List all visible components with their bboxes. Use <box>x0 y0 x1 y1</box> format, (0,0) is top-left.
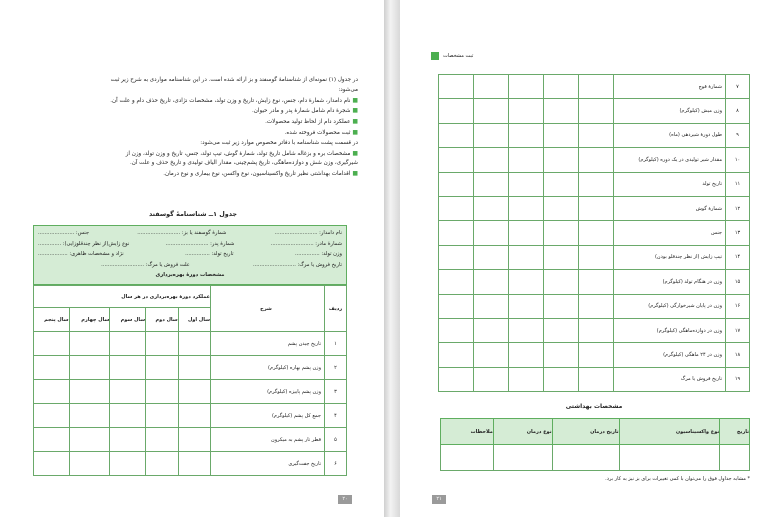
empty-cell <box>146 380 179 404</box>
bullet-square-icon: ■ <box>350 96 358 104</box>
intro-text: شجرهٔ دام شامل شمارهٔ پدر و مادر حیوان. <box>252 108 351 115</box>
row-description: وزن در دوازده‌ماهگی (کیلوگرم) <box>614 318 726 342</box>
row-description: وزن پشم پاییزه (کیلوگرم) <box>211 380 325 404</box>
empty-cell <box>146 452 179 476</box>
empty-cell <box>439 294 474 318</box>
empty-cell <box>69 356 110 380</box>
intro-line <box>28 76 358 86</box>
empty-cell <box>579 367 614 391</box>
table-row <box>34 380 347 404</box>
row-number: ۷ <box>726 75 750 99</box>
empty-cell <box>579 123 614 147</box>
empty-cell <box>439 99 474 123</box>
id-field: شمارهٔ پدر: .......................... <box>165 240 235 247</box>
row-description: تاریخ فروش یا مرگ <box>614 367 726 391</box>
empty-cell <box>493 445 552 471</box>
empty-cell <box>110 452 146 476</box>
intro-line <box>28 117 358 128</box>
empty-cell <box>178 356 210 380</box>
id-field: وزن تولد: ............... <box>294 251 342 258</box>
id-subtitle: مشخصات دورهٔ بهره‌برداری <box>155 272 225 279</box>
empty-cell <box>34 380 70 404</box>
bullet-square-icon: ■ <box>350 107 358 115</box>
id-field: شمارهٔ گوسفند یا بز: .......................... <box>137 230 227 236</box>
col-year-header: سال پنجم <box>34 308 70 332</box>
col-row-header: ردیف <box>325 286 347 332</box>
empty-cell <box>34 452 70 476</box>
empty-cell <box>110 404 146 428</box>
row-number: ۱۳ <box>726 221 750 245</box>
row-number: ۱۱ <box>726 172 750 196</box>
page-number-right: ۲۱ <box>432 495 446 504</box>
intro-line <box>28 149 358 160</box>
empty-cell <box>579 99 614 123</box>
intro-line <box>28 139 358 149</box>
table-row <box>439 148 750 172</box>
empty-cell <box>544 343 579 367</box>
empty-cell <box>178 404 210 428</box>
empty-cell <box>69 452 110 476</box>
empty-cell <box>439 123 474 147</box>
empty-cell <box>544 148 579 172</box>
health-table <box>440 418 750 471</box>
empty-cell <box>69 332 110 356</box>
intro-line <box>28 86 358 96</box>
empty-cell <box>544 294 579 318</box>
empty-cell <box>146 404 179 428</box>
row-number: ۴ <box>325 404 347 428</box>
row-description: قطر تار پشم به میکرون <box>211 428 325 452</box>
empty-cell <box>439 148 474 172</box>
row-description: وزن میش (کیلوگرم) <box>614 99 726 123</box>
row-number: ۱ <box>325 332 347 356</box>
col-desc-header: شرح <box>211 286 325 332</box>
empty-cell <box>34 332 70 356</box>
intro-line <box>28 96 358 107</box>
empty-cell <box>474 367 509 391</box>
empty-cell <box>474 318 509 342</box>
empty-cell <box>146 332 179 356</box>
empty-cell <box>579 270 614 294</box>
intro-text: نام دامدار، شمارهٔ دام، جنس، نوع زایش، تاریخ و وزن تولد، مشخصات نژادی، تاریخ حذف دام و علت آن. <box>110 97 351 104</box>
id-row <box>38 260 342 271</box>
empty-cell <box>69 428 110 452</box>
empty-cell <box>110 356 146 380</box>
row-description: شمارهٔ قوچ <box>614 75 726 99</box>
empty-cell <box>509 196 544 220</box>
health-col-header: تاریخ درمان <box>552 419 619 445</box>
row-number: ۵ <box>325 428 347 452</box>
empty-cell <box>579 343 614 367</box>
row-description: طول دورهٔ شیردهی (ماه) <box>614 123 726 147</box>
health-col-header: نوع درمان <box>493 419 552 445</box>
id-row <box>38 239 342 250</box>
empty-cell <box>579 172 614 196</box>
table-row <box>439 294 750 318</box>
table-row <box>439 221 750 245</box>
empty-cell <box>34 428 70 452</box>
row-description: تاریخ تولد <box>614 172 726 196</box>
id-field: جنس: ...................... <box>38 230 90 236</box>
empty-cell <box>544 270 579 294</box>
empty-cell <box>178 428 210 452</box>
empty-cell <box>579 294 614 318</box>
row-number: ۱۵ <box>726 270 750 294</box>
row-number: ۶ <box>325 452 347 476</box>
row-number: ۱۰ <box>726 148 750 172</box>
id-field: نوع زایش(از نظر چندقلوزایی): .............. <box>38 240 130 247</box>
intro-line <box>28 128 358 139</box>
intro-text: شیرگیری، وزن شش و دوازده‌ماهگی، تاریخ پشم‌چینی، مقدار الیاف تولیدی و تاریخ حذف و علت آن. <box>129 160 358 167</box>
col-group-header: عملکرد دورهٔ بهره‌برداری در هر سال <box>34 286 211 308</box>
row-number: ۸ <box>726 99 750 123</box>
row-description: وزن در هنگام تولد (کیلوگرم) <box>614 270 726 294</box>
empty-cell <box>544 196 579 220</box>
table-row <box>439 318 750 342</box>
empty-cell <box>509 99 544 123</box>
row-number: ۲ <box>325 356 347 380</box>
row-description: تیپ زایش (از نظر چندقلو بودن) <box>614 245 726 269</box>
empty-cell <box>619 445 720 471</box>
id-field: علت فروش یا مرگ: .......................... <box>101 261 190 268</box>
empty-cell <box>439 196 474 220</box>
intro-text: عملکرد دام از لحاظ تولید محصولات. <box>265 119 351 126</box>
row-description: تاریخ چیدن پشم <box>211 332 325 356</box>
id-row <box>38 249 342 260</box>
empty-cell <box>34 404 70 428</box>
table-row <box>439 343 750 367</box>
empty-cell <box>509 245 544 269</box>
table-row <box>439 123 750 147</box>
page-header <box>431 52 473 60</box>
empty-cell <box>474 343 509 367</box>
empty-cell <box>439 367 474 391</box>
table-row <box>34 404 347 428</box>
empty-cell <box>474 172 509 196</box>
empty-cell <box>509 172 544 196</box>
health-col-header: تاریخ <box>720 419 750 445</box>
empty-cell <box>178 452 210 476</box>
empty-cell <box>509 221 544 245</box>
row-description: مقدار شیر تولیدی در یک دوره (کیلوگرم) <box>614 148 726 172</box>
bullet-square-icon: ■ <box>350 128 358 136</box>
empty-cell <box>474 245 509 269</box>
empty-cell <box>439 343 474 367</box>
empty-cell <box>439 221 474 245</box>
empty-cell <box>544 367 579 391</box>
row-number: ۹ <box>726 123 750 147</box>
table-row <box>439 172 750 196</box>
col-year-header: سال دوم <box>146 308 179 332</box>
intro-line <box>28 106 358 117</box>
empty-cell <box>579 221 614 245</box>
empty-cell <box>544 123 579 147</box>
id-field: تاریخ فروش یا مرگ: .......................... <box>252 261 342 268</box>
bullet-square-icon: ■ <box>350 170 358 178</box>
production-table-continued <box>438 74 750 392</box>
intro-paragraph <box>28 76 358 180</box>
intro-text: در قسمت پشت شناسنامه با دفاتر مخصوص موارد زیر ثبت می‌شود: <box>200 139 358 146</box>
empty-cell <box>579 318 614 342</box>
intro-text: مشخصات بره و بزغاله شامل تاریخ تولد، شمارهٔ گوش، تیپ تولد، جنس، تاریخ و وزن تولد، وزن از <box>125 150 351 157</box>
empty-cell <box>509 367 544 391</box>
row-description: وزن در ۲۴ ماهگی (کیلوگرم) <box>614 343 726 367</box>
intro-text: می‌شود: <box>338 86 358 93</box>
empty-cell <box>544 221 579 245</box>
id-field: تاریخ تولد: ............... <box>185 251 234 258</box>
row-description: تاریخ جفت‌گیری <box>211 452 325 476</box>
page-number-left: ۲۰ <box>338 495 352 504</box>
table-row <box>34 356 347 380</box>
col-year-header: سال اول <box>178 308 210 332</box>
empty-cell <box>544 318 579 342</box>
production-table <box>33 285 347 476</box>
id-row <box>38 228 342 239</box>
empty-cell <box>474 99 509 123</box>
id-field: نام دامدار: .......................... <box>274 230 342 236</box>
empty-cell <box>474 196 509 220</box>
intro-text: ثبت محصولات فروخته شده. <box>284 129 351 136</box>
bullet-square-icon: ■ <box>350 149 358 157</box>
empty-cell <box>474 270 509 294</box>
id-field: شمارهٔ مادر: .......................... <box>270 240 342 247</box>
empty-cell <box>509 318 544 342</box>
empty-cell <box>146 428 179 452</box>
table-row <box>34 428 347 452</box>
col-year-header: سال چهارم <box>69 308 110 332</box>
health-col-header: ملاحظات <box>441 419 494 445</box>
table-row <box>34 452 347 476</box>
empty-cell <box>544 245 579 269</box>
table-row <box>439 367 750 391</box>
empty-cell <box>439 270 474 294</box>
health-col-header: نوع واکسیناسیون <box>619 419 720 445</box>
header-label: ثبت مشخصات <box>443 53 474 59</box>
empty-cell <box>509 270 544 294</box>
table-row <box>439 196 750 220</box>
id-field: نژاد و مشخصات ظاهری: .................. <box>38 251 124 258</box>
empty-cell <box>509 148 544 172</box>
row-number: ۱۶ <box>726 294 750 318</box>
table-row <box>439 99 750 123</box>
row-description: وزن در پایان شیرخوارگی (کیلوگرم) <box>614 294 726 318</box>
row-description: جمع کل پشم (کیلوگرم) <box>211 404 325 428</box>
empty-cell <box>439 172 474 196</box>
empty-cell <box>439 318 474 342</box>
empty-cell <box>720 445 750 471</box>
empty-cell <box>178 380 210 404</box>
empty-cell <box>69 380 110 404</box>
empty-cell <box>509 75 544 99</box>
empty-cell <box>439 75 474 99</box>
empty-cell <box>34 356 70 380</box>
empty-cell <box>509 294 544 318</box>
col-year-header: سال سوم <box>110 308 146 332</box>
row-number: ۱۲ <box>726 196 750 220</box>
intro-line <box>28 159 358 169</box>
intro-text: در جدول (۱) نمونه‌ای از شناسنامهٔ گوسفند و بز ارائه شده است. در این شناسنامه مواردی به شرح زیر ثبت <box>110 77 358 83</box>
empty-cell <box>474 294 509 318</box>
row-description: جنس <box>614 221 726 245</box>
empty-cell <box>110 428 146 452</box>
empty-cell <box>69 404 110 428</box>
empty-cell <box>474 221 509 245</box>
table-1-title: جدول ۱ــ شناسنامهٔ گوسفند <box>148 210 238 218</box>
row-number: ۱۷ <box>726 318 750 342</box>
intro-line <box>28 169 358 180</box>
row-number: ۱۸ <box>726 343 750 367</box>
empty-cell <box>579 196 614 220</box>
row-description: وزن پشم بهاره (کیلوگرم) <box>211 356 325 380</box>
row-number: ۱۴ <box>726 245 750 269</box>
empty-cell <box>146 356 179 380</box>
empty-cell <box>552 445 619 471</box>
book-spine <box>384 0 400 517</box>
empty-cell <box>474 75 509 99</box>
empty-cell <box>544 172 579 196</box>
empty-cell <box>439 245 474 269</box>
row-number: ۱۹ <box>726 367 750 391</box>
empty-cell <box>544 75 579 99</box>
empty-cell <box>544 99 579 123</box>
empty-cell <box>579 148 614 172</box>
empty-cell <box>474 148 509 172</box>
row-description: شمارهٔ گوش <box>614 196 726 220</box>
table-row <box>439 245 750 269</box>
empty-cell <box>579 245 614 269</box>
empty-cell <box>178 332 210 356</box>
empty-cell <box>509 343 544 367</box>
empty-cell <box>509 123 544 147</box>
empty-cell <box>474 123 509 147</box>
empty-cell <box>579 75 614 99</box>
empty-cell <box>441 445 494 471</box>
footnote: * مشابه جداول فوق را می‌توان با کمی تغییرات برای بز نیز به کار برد. <box>605 476 750 482</box>
intro-text: اقدامات بهداشتی نظیر تاریخ واکسیناسیون، نوع واکسن، نوع بیماری و نوع درمان. <box>163 171 351 178</box>
sheep-id-box <box>33 225 347 285</box>
table-row <box>439 270 750 294</box>
table-row <box>34 332 347 356</box>
empty-cell <box>110 380 146 404</box>
bullet-square-icon: ■ <box>350 118 358 126</box>
header-square-icon <box>431 52 439 60</box>
table-row <box>439 75 750 99</box>
health-table-title: مشخصات بهداشتی <box>565 403 623 410</box>
empty-cell <box>110 332 146 356</box>
row-number: ۳ <box>325 380 347 404</box>
